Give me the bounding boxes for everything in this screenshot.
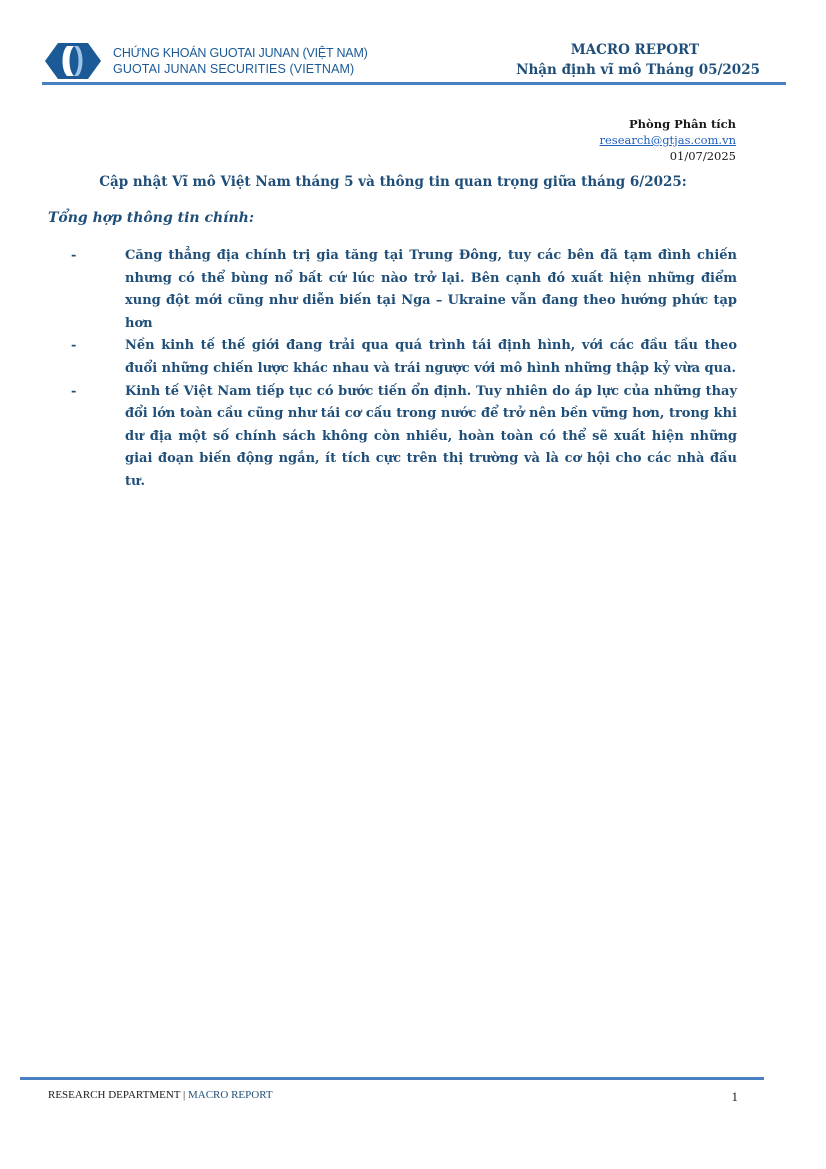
footer-divider [20,1077,764,1080]
author-email-link[interactable]: research@gtjas.com.vn [599,133,736,147]
footer-report-type: MACRO REPORT [187,1089,273,1101]
list-item-text: Căng thẳng địa chính trị gia tăng tại Trung Đông, tuy các bên đã tạm đình chiến nhưng có thể bùng nổ bất cứ lúc nào trở lại. Bên cạnh đó xuất hiện những điểm xung đột mới cũng như diễn biến tại Nga – Ukraine vẫn đang theo hướng phức tạp hơn [125,248,737,331]
page-headline: Cập nhật Vĩ mô Việt Nam tháng 5 và thông tin quan trọng giữa tháng 6/2025: [99,174,687,190]
page-number: 1 [731,1089,738,1104]
section-title: Tổng hợp thông tin chính: [48,210,254,226]
company-name-en: GUOTAI JUNAN SECURITIES (VIETNAM) [113,62,355,76]
key-points-list [68,245,737,494]
company-name-vn: CHỨNG KHOÁN GUOTAI JUNAN (VIỆT NAM) [113,46,368,60]
header-divider [42,82,786,85]
bullet-dash: - [71,383,77,399]
footer-separator: | [180,1089,188,1101]
author-block [599,116,736,164]
report-date: 01/07/2025 [669,149,736,163]
author-department: Phòng Phân tích [629,117,736,131]
list-item-text: Kinh tế Việt Nam tiếp tục có bước tiến ổn định. Tuy nhiên do áp lực của những thay đổi lớn toàn cầu cũng như tái cơ cấu trong nước để trở nên bền vững hơn, trong khi dư địa một số chính sách không còn nhiều, hoàn toàn có thể sẽ xuất hiện những giai đoạn biến động ngắn, ít tích cực trên thị trường và là cơ hội cho các nhà đầu tư. [125,383,737,489]
report-title [516,40,760,78]
bullet-dash: - [71,248,77,263]
report-type: MACRO REPORT [570,42,699,58]
footer-department: RESEARCH DEPARTMENT [48,1089,181,1101]
list-item [68,245,737,335]
footer-label [48,1089,273,1101]
gtja-logo-icon [44,42,102,80]
list-item-text: Nền kinh tế thế giới đang trải qua quá trình tái định hình, với các đầu tầu theo đuổi những chiến lược khác nhau và trái ngược với mô hình những thập kỷ vừa qua. [125,338,737,376]
list-item [68,381,737,494]
company-name [113,45,368,77]
bullet-dash: - [71,338,77,354]
report-subtitle: Nhận định vĩ mô Tháng 05/2025 [516,62,760,78]
list-item [68,335,737,380]
